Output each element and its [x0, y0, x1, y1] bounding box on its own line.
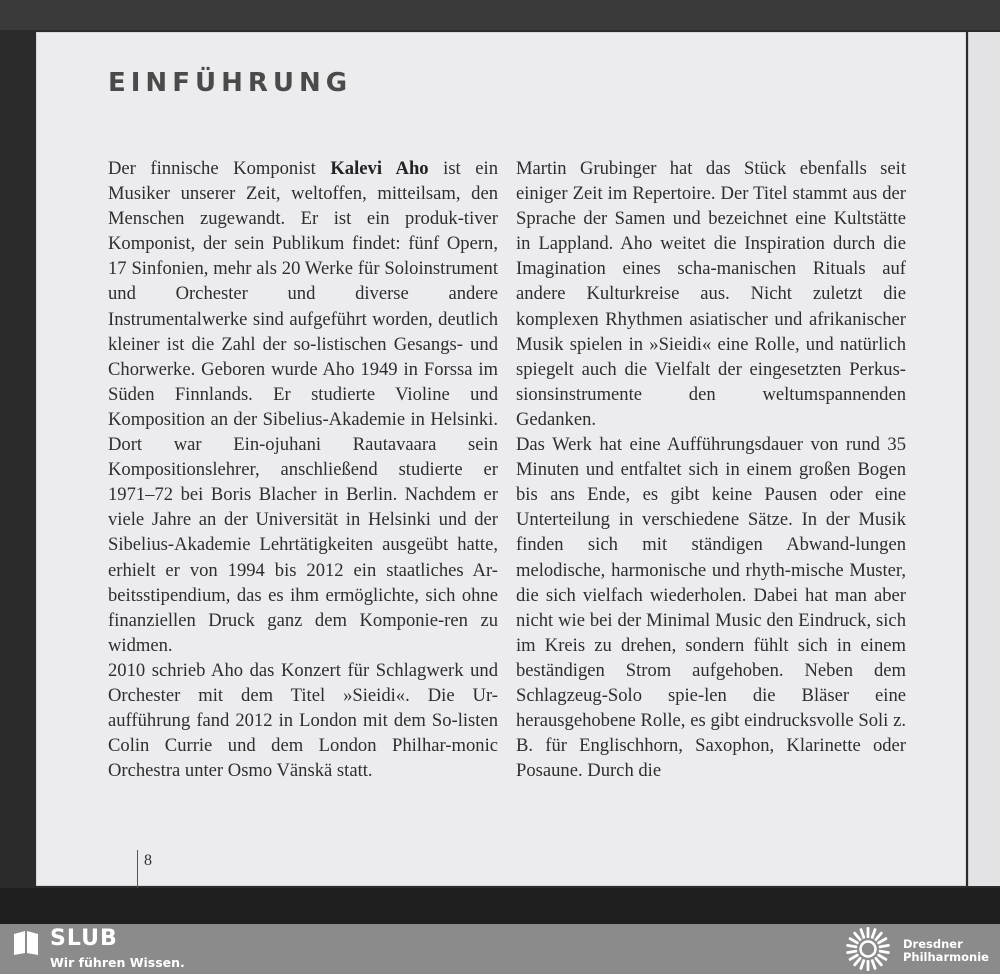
slub-logo-text: SLUB: [50, 926, 118, 951]
text-column-right: [516, 156, 906, 783]
page-number: 8: [144, 852, 152, 869]
scan-bottom-border: [0, 888, 1000, 924]
page-title: EINFÜHRUNG: [108, 68, 353, 98]
paragraph: [108, 156, 498, 658]
slub-tagline: Wir führen Wissen.: [50, 955, 185, 970]
paragraph: Das Werk hat eine Aufführungsdauer von rund 35 Minuten und entfaltet sich in einem großen Bogen bis ans Ende, es gibt keine Pausen oder eine Unterteilung in verschiedene Sätze. In der Musik finden sich mit ständigen Abwand-lungen melodische, harmonische und rhyth-mische Muster, die sich vielfach wiederholen. Dabei hat man aber nicht wie bei der Minimal Music den Eindruck, sich im Kreis zu drehen, sondern fühlt sich in einem beständigen Strom aufgehoben. Neben dem Schlagzeug-Solo spie-len die Bläser eine herausgehobene Rolle, es gibt eindrucksvolle Soli z. B. für Englischhorn, Saxophon, Klarinette oder Posaune. Durch die: [516, 434, 906, 782]
booklet-page: [36, 32, 966, 886]
book-icon: [12, 928, 40, 956]
paragraph: 2010 schrieb Aho das Konzert für Schlagwerk und Orchester mit dem Titel »Sieidi«. Die Ur-aufführung fand 2012 in London mit dem So-listen Colin Currie und dem London Philhar-monic Orchestra unter Osmo Vänskä statt.: [108, 659, 498, 782]
composer-name: Kalevi Aho: [330, 158, 429, 179]
text-column-left: [108, 156, 498, 783]
partner-name-line2: Philharmonie: [903, 950, 989, 964]
adjacent-page-edge: [968, 32, 1000, 886]
scan-top-border: [0, 0, 1000, 30]
paragraph-text: Der finnische Komponist: [108, 158, 331, 179]
sunburst-logo-icon: [842, 926, 894, 972]
paragraph: Martin Grubinger hat das Stück ebenfalls seit einiger Zeit im Repertoire. Der Titel stammt aus der Sprache der Samen und bezeichnet eine Kultstätte in Lappland. Aho weitet die Inspiration durch die Imagination eines scha-manischen Rituals auf andere Kulturkreise aus. Nicht zuletzt die komplexen Rhythmen asiatischer und afrikanischer Musik spielen in »Sieidi« eine Rolle, und natürlich spiegelt auch die Vielfalt der eingesetzten Perkus-sionsinstrumente den weltumspannenden Gedanken.: [516, 158, 906, 430]
footer-bar: [0, 924, 1000, 974]
paragraph-text: ist ein Musiker unserer Zeit, weltoffen, mitteilsam, den Menschen zugewandt. Er ist ein produk-tiver Komponist, der sein Publikum findet: fünf Opern, 17 Sinfonien, mehr als 20 Werke für Soloinstrument und Orchester und diverse andere Instrumentalwerke sind aufgeführt worden, deutlich kleiner ist die Zahl der so-listischen Gesangs- und Chorwerke. Geboren wurde Aho 1949 in Forssa im Süden Finnlands. Er studierte Violine und Komposition an der Sibelius-Akademie in Helsinki. Dort war Ein-ojuhani Rautavaara sein Kompositionslehrer, anschließend studierte er 1971–72 bei Boris Blacher in Berlin. Nachdem er viele Jahre an der Universität in Helsinki und der Sibelius-Akademie Lehrtätigkeiten ausgeübt hatte, erhielt er von 1994 bis 2012 ein staatliches Ar-beitsstipendium, das es ihm ermöglichte, sich ohne finanziellen Druck ganz dem Komponie-ren zu widmen.: [108, 158, 498, 656]
partner-name-line1: Dresdner: [903, 937, 963, 951]
page-number-rule: [137, 850, 138, 888]
partner-logo-text: [903, 938, 989, 964]
